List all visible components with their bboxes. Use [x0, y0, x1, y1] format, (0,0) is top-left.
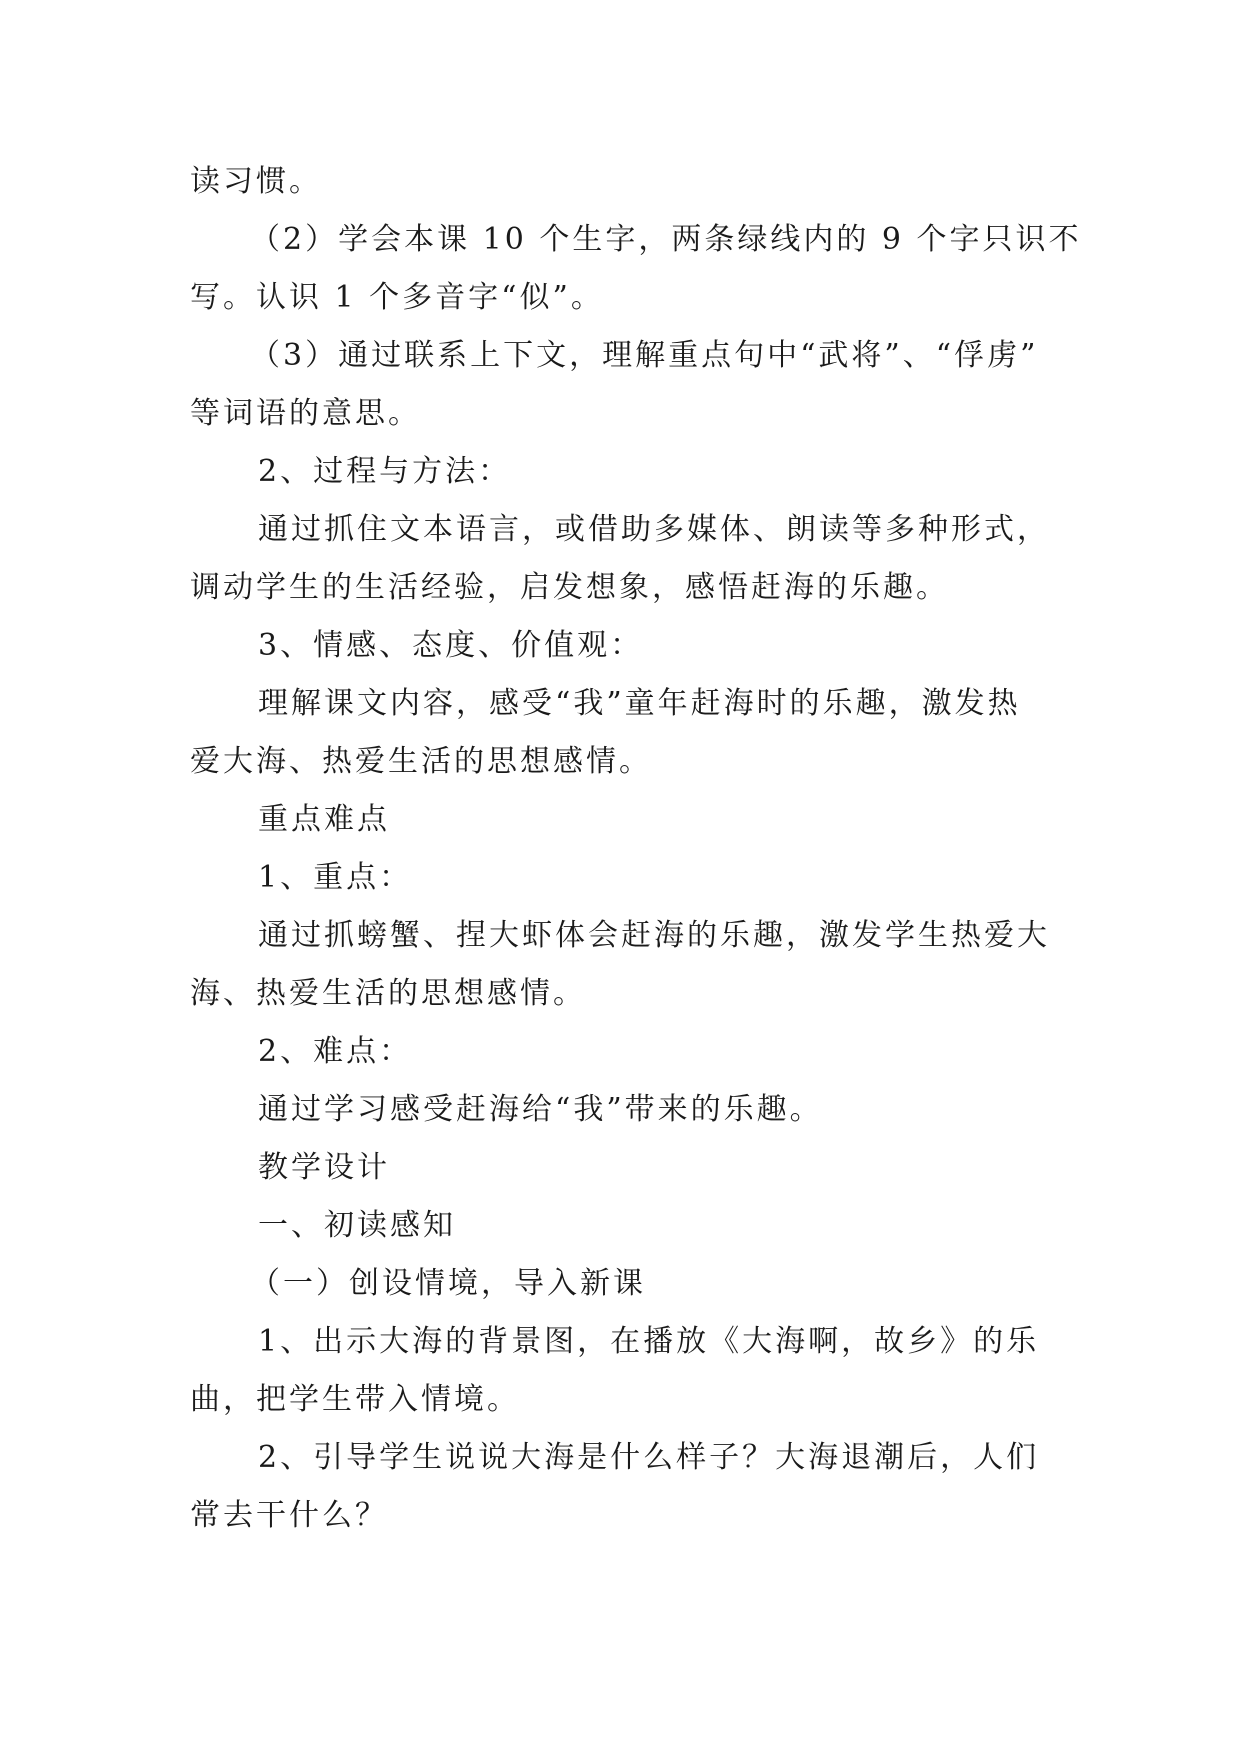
text-line: 等词语的意思。: [190, 396, 421, 431]
section-heading: 2、难点：: [258, 1034, 413, 1069]
text-line: （2）学会本课 10 个生字，两条绿线内的 9 个字只识不: [250, 222, 1082, 257]
section-heading: 1、重点：: [258, 860, 413, 895]
text-line: 常去干什么？: [190, 1498, 388, 1533]
section-heading: 重点难点: [258, 802, 390, 837]
text-line: 读习惯。: [190, 164, 322, 199]
text-line: 调动学生的生活经验，启发想象，感悟赶海的乐趣。: [190, 570, 949, 605]
text-line: 通过抓螃蟹、捏大虾体会赶海的乐趣，激发学生热爱大: [258, 918, 1050, 953]
section-heading: （一）创设情境，导入新课: [250, 1266, 646, 1301]
text-line: 理解课文内容，感受“我”童年赶海时的乐趣，激发热: [258, 686, 1021, 721]
text-line: 2、引导学生说说大海是什么样子？大海退潮后，人们: [258, 1440, 1040, 1475]
text-line: 通过学习感受赶海给“我”带来的乐趣。: [258, 1092, 823, 1127]
text-line: 1、出示大海的背景图，在播放《大海啊，故乡》的乐: [258, 1324, 1040, 1359]
section-heading: 一、初读感知: [258, 1208, 456, 1243]
section-heading: 3、情感、态度、价值观：: [258, 628, 644, 663]
text-line: 海、热爱生活的思想感情。: [190, 976, 586, 1011]
text-line: 曲，把学生带入情境。: [190, 1382, 520, 1417]
section-heading: 2、过程与方法：: [258, 454, 512, 489]
text-line: 爱大海、热爱生活的思想感情。: [190, 744, 652, 779]
text-line: 通过抓住文本语言，或借助多媒体、朗读等多种形式，: [258, 512, 1050, 547]
text-line: 写。认识 1 个多音字“似”。: [190, 280, 604, 315]
section-heading: 教学设计: [258, 1150, 390, 1185]
text-line: （3）通过联系上下文，理解重点句中“武将”、“俘虏”: [250, 338, 1039, 373]
